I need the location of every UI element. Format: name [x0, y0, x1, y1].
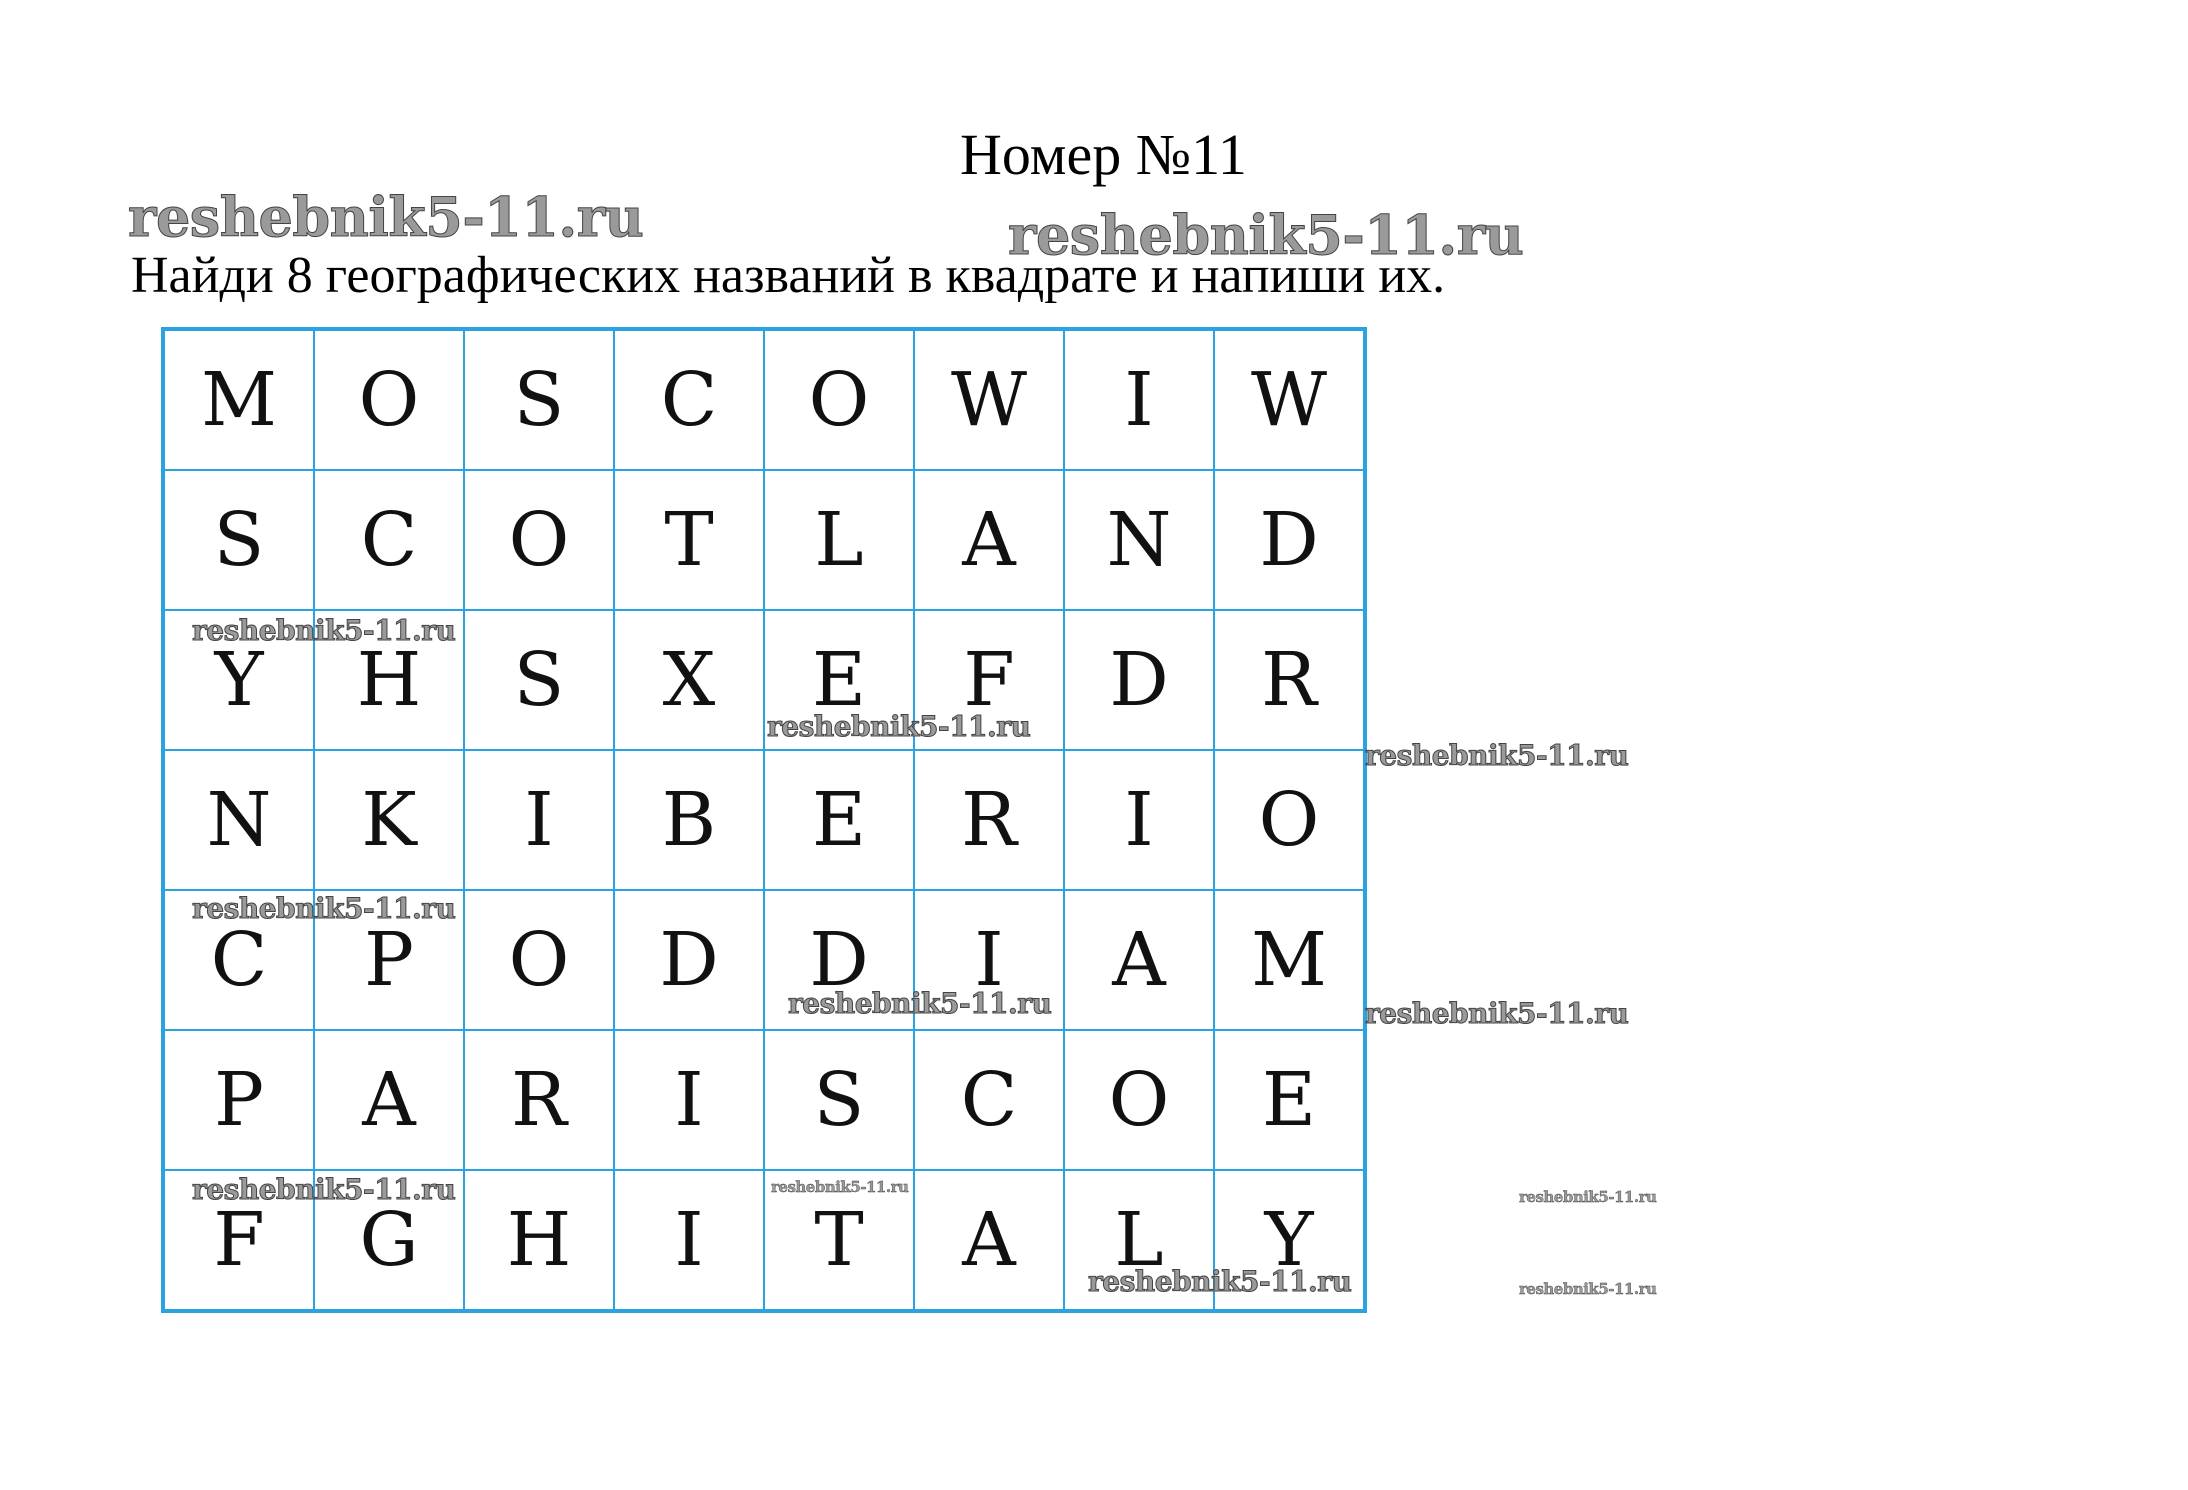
grid-cell-r7c4: I [614, 1170, 764, 1310]
grid-cell-r2c8: D [1214, 470, 1364, 610]
grid-cell-r3c2: H [314, 610, 464, 750]
grid-cell-r4c4: B [614, 750, 764, 890]
watermark: reshebnik5-11.ru [128, 185, 644, 249]
grid-cell-r6c2: A [314, 1030, 464, 1170]
watermark: reshebnik5-11.ru [1008, 203, 1524, 267]
watermark: reshebnik5-11.ru [1519, 1188, 1657, 1206]
watermark: reshebnik5-11.ru [1365, 997, 1629, 1030]
grid-cell-r3c3: S [464, 610, 614, 750]
grid-cell-r1c3: S [464, 330, 614, 470]
grid-cell-r4c7: I [1064, 750, 1214, 890]
grid-cell-r2c4: T [614, 470, 764, 610]
page-title: Номер №11 [960, 122, 1247, 187]
grid-cell-r4c6: R [914, 750, 1064, 890]
watermark: reshebnik5-11.ru [767, 710, 1031, 743]
grid-cell-r5c1: C [164, 890, 314, 1030]
grid-cell-r7c2: G [314, 1170, 464, 1310]
watermark: reshebnik5-11.ru [192, 1173, 456, 1206]
task-instruction: Найди 8 географических названий в квадрате и напиши их. [131, 247, 1446, 304]
grid-cell-r7c6: A [914, 1170, 1064, 1310]
grid-cell-r4c5: E [764, 750, 914, 890]
grid-cell-r6c1: P [164, 1030, 314, 1170]
grid-cell-r7c5: T [764, 1170, 914, 1310]
grid-cell-r7c1: F [164, 1170, 314, 1310]
grid-cell-r1c6: W [914, 330, 1064, 470]
grid-cell-r5c4: D [614, 890, 764, 1030]
grid-cell-r5c3: O [464, 890, 614, 1030]
grid-cell-r2c2: C [314, 470, 464, 610]
grid-cell-r6c4: I [614, 1030, 764, 1170]
grid-cell-r5c7: A [1064, 890, 1214, 1030]
grid-cell-r3c4: X [614, 610, 764, 750]
grid-cell-r1c5: O [764, 330, 914, 470]
grid-cell-r5c2: P [314, 890, 464, 1030]
grid-cell-r2c3: O [464, 470, 614, 610]
grid-cell-r2c1: S [164, 470, 314, 610]
grid-cell-r4c3: I [464, 750, 614, 890]
grid-cell-r2c7: N [1064, 470, 1214, 610]
grid-cell-r5c5: D [764, 890, 914, 1030]
grid-cell-r3c1: Y [164, 610, 314, 750]
grid-cell-r5c6: I [914, 890, 1064, 1030]
grid-cell-r5c8: M [1214, 890, 1364, 1030]
grid-cell-r3c8: R [1214, 610, 1364, 750]
grid-cell-r6c8: E [1214, 1030, 1364, 1170]
grid-cell-r3c5: E [764, 610, 914, 750]
grid-cell-r3c7: D [1064, 610, 1214, 750]
grid-cell-r1c7: I [1064, 330, 1214, 470]
grid-cell-r6c3: R [464, 1030, 614, 1170]
grid-cell-r1c2: O [314, 330, 464, 470]
grid-cell-r1c4: C [614, 330, 764, 470]
grid-cell-r2c5: L [764, 470, 914, 610]
grid-cell-r4c2: K [314, 750, 464, 890]
grid-cell-r7c8: Y [1214, 1170, 1364, 1310]
watermark: reshebnik5-11.ru [1519, 1280, 1657, 1298]
grid-cell-r1c1: M [164, 330, 314, 470]
grid-cell-r6c5: S [764, 1030, 914, 1170]
grid-cell-r2c6: A [914, 470, 1064, 610]
word-search-grid [161, 327, 1367, 1313]
grid-cell-r6c6: C [914, 1030, 1064, 1170]
grid-cell-r1c8: W [1214, 330, 1364, 470]
watermark: reshebnik5-11.ru [771, 1178, 909, 1196]
watermark: reshebnik5-11.ru [1088, 1265, 1352, 1298]
watermark: reshebnik5-11.ru [192, 614, 456, 647]
grid-cell-r4c8: O [1214, 750, 1364, 890]
grid-cell-r4c1: N [164, 750, 314, 890]
grid-cell-r7c3: H [464, 1170, 614, 1310]
grid-cell-r7c7: L [1064, 1170, 1214, 1310]
watermark: reshebnik5-11.ru [192, 892, 456, 925]
grid-cell-r3c6: F [914, 610, 1064, 750]
watermark: reshebnik5-11.ru [1365, 739, 1629, 772]
grid-cell-r6c7: O [1064, 1030, 1214, 1170]
watermark: reshebnik5-11.ru [788, 987, 1052, 1020]
